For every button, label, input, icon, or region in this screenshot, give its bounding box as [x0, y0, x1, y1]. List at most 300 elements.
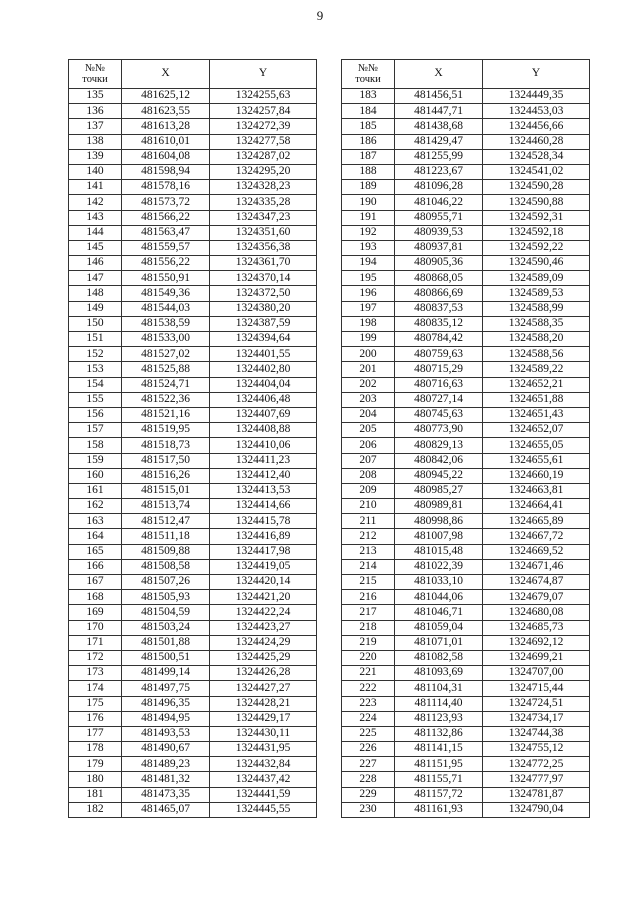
cell-y: 1324674,87 — [483, 575, 590, 590]
cell-x: 481508,58 — [122, 559, 210, 574]
table-row — [342, 575, 590, 590]
table-row — [69, 544, 317, 559]
cell-x: 481490,67 — [122, 742, 210, 757]
cell-point-number: 218 — [342, 620, 395, 635]
cell-x: 481071,01 — [395, 635, 483, 650]
cell-point-number: 201 — [342, 362, 395, 377]
cell-point-number: 170 — [69, 620, 122, 635]
cell-y: 1324589,53 — [483, 286, 590, 301]
cell-y: 1324423,27 — [210, 620, 317, 635]
cell-y: 1324589,22 — [483, 362, 590, 377]
table-row — [69, 119, 317, 134]
table-row — [69, 164, 317, 179]
cell-y: 1324755,12 — [483, 742, 590, 757]
table-row — [342, 666, 590, 681]
cell-y: 1324655,05 — [483, 438, 590, 453]
cell-point-number: 143 — [69, 210, 122, 225]
cell-x: 481503,24 — [122, 620, 210, 635]
cell-point-number: 180 — [69, 772, 122, 787]
cell-point-number: 223 — [342, 696, 395, 711]
table-row — [69, 225, 317, 240]
cell-x: 481161,93 — [395, 802, 483, 817]
cell-point-number: 181 — [69, 787, 122, 802]
cell-y: 1324328,23 — [210, 180, 317, 195]
table-row — [342, 89, 590, 104]
cell-y: 1324790,04 — [483, 802, 590, 817]
table-row — [342, 742, 590, 757]
cell-point-number: 155 — [69, 392, 122, 407]
cell-y: 1324387,59 — [210, 316, 317, 331]
cell-x: 481447,71 — [395, 104, 483, 119]
table-row — [342, 772, 590, 787]
cell-y: 1324590,88 — [483, 195, 590, 210]
cell-x: 481613,28 — [122, 119, 210, 134]
table-row — [342, 347, 590, 362]
cell-y: 1324426,28 — [210, 666, 317, 681]
cell-y: 1324419,05 — [210, 559, 317, 574]
cell-y: 1324406,48 — [210, 392, 317, 407]
cell-point-number: 176 — [69, 711, 122, 726]
table-row — [69, 529, 317, 544]
table-row — [342, 256, 590, 271]
cell-x: 481494,95 — [122, 711, 210, 726]
cell-y: 1324413,53 — [210, 483, 317, 498]
cell-y: 1324407,69 — [210, 407, 317, 422]
cell-x: 480784,42 — [395, 332, 483, 347]
table-row — [342, 483, 590, 498]
table-row — [342, 210, 590, 225]
cell-y: 1324361,70 — [210, 256, 317, 271]
table-row — [342, 711, 590, 726]
table-row — [69, 575, 317, 590]
cell-point-number: 187 — [342, 149, 395, 164]
cell-point-number: 220 — [342, 650, 395, 665]
cell-x: 481544,03 — [122, 301, 210, 316]
cell-x: 480939,53 — [395, 225, 483, 240]
cell-y: 1324425,29 — [210, 650, 317, 665]
cell-x: 481044,06 — [395, 590, 483, 605]
table-row — [69, 104, 317, 119]
cell-y: 1324456,66 — [483, 119, 590, 134]
table-header-row — [69, 60, 317, 89]
table-row — [342, 802, 590, 817]
table-row — [69, 89, 317, 104]
cell-x: 481141,15 — [395, 742, 483, 757]
cell-point-number: 199 — [342, 332, 395, 347]
cell-x: 480837,53 — [395, 301, 483, 316]
cell-x: 481151,95 — [395, 757, 483, 772]
cell-y: 1324421,20 — [210, 590, 317, 605]
cell-y: 1324428,21 — [210, 696, 317, 711]
cell-y: 1324255,63 — [210, 89, 317, 104]
table-row — [342, 286, 590, 301]
cell-x: 481022,39 — [395, 559, 483, 574]
cell-x: 480868,05 — [395, 271, 483, 286]
cell-y: 1324356,38 — [210, 240, 317, 255]
cell-y: 1324401,55 — [210, 347, 317, 362]
cell-x: 481604,08 — [122, 149, 210, 164]
cell-y: 1324592,22 — [483, 240, 590, 255]
cell-x: 480989,81 — [395, 499, 483, 514]
table-row — [69, 180, 317, 195]
table-row — [69, 590, 317, 605]
table-row — [69, 499, 317, 514]
table-row — [342, 195, 590, 210]
cell-y: 1324680,08 — [483, 605, 590, 620]
cell-point-number: 171 — [69, 635, 122, 650]
table-row — [69, 711, 317, 726]
table-row — [342, 180, 590, 195]
table-row — [342, 407, 590, 422]
table-header-row — [342, 60, 590, 89]
cell-y: 1324663,81 — [483, 483, 590, 498]
table-row — [342, 726, 590, 741]
cell-x: 481033,10 — [395, 575, 483, 590]
cell-point-number: 210 — [342, 499, 395, 514]
cell-y: 1324441,59 — [210, 787, 317, 802]
table-row — [69, 301, 317, 316]
cell-point-number: 228 — [342, 772, 395, 787]
table-row — [342, 119, 590, 134]
table-row — [342, 468, 590, 483]
cell-x: 481046,22 — [395, 195, 483, 210]
cell-point-number: 224 — [342, 711, 395, 726]
cell-x: 481623,55 — [122, 104, 210, 119]
table-row — [69, 726, 317, 741]
page-number: 9 — [316, 8, 324, 23]
cell-point-number: 160 — [69, 468, 122, 483]
table-row — [69, 392, 317, 407]
cell-point-number: 174 — [69, 681, 122, 696]
cell-x: 480727,14 — [395, 392, 483, 407]
cell-point-number: 169 — [69, 605, 122, 620]
table-row — [69, 407, 317, 422]
cell-y: 1324427,27 — [210, 681, 317, 696]
cell-x: 480985,27 — [395, 483, 483, 498]
table-row — [69, 742, 317, 757]
cell-point-number: 209 — [342, 483, 395, 498]
cell-x: 481046,71 — [395, 605, 483, 620]
cell-x: 481481,32 — [122, 772, 210, 787]
header-x: X — [395, 60, 483, 89]
cell-x: 481096,28 — [395, 180, 483, 195]
cell-x: 481524,71 — [122, 377, 210, 392]
cell-point-number: 142 — [69, 195, 122, 210]
cell-y: 1324408,88 — [210, 423, 317, 438]
cell-y: 1324592,31 — [483, 210, 590, 225]
cell-y: 1324449,35 — [483, 89, 590, 104]
cell-x: 481497,75 — [122, 681, 210, 696]
table-row — [69, 195, 317, 210]
cell-point-number: 196 — [342, 286, 395, 301]
table-row — [342, 149, 590, 164]
cell-point-number: 173 — [69, 666, 122, 681]
cell-x: 481507,26 — [122, 575, 210, 590]
table-row — [342, 681, 590, 696]
cell-x: 481456,51 — [395, 89, 483, 104]
table-row — [342, 529, 590, 544]
table-row — [69, 620, 317, 635]
header-num-line2: точки — [82, 74, 108, 85]
cell-y: 1324420,14 — [210, 575, 317, 590]
cell-x: 481556,22 — [122, 256, 210, 271]
cell-point-number: 184 — [342, 104, 395, 119]
table-row — [342, 499, 590, 514]
cell-point-number: 163 — [69, 514, 122, 529]
cell-y: 1324699,21 — [483, 650, 590, 665]
cell-y: 1324651,43 — [483, 407, 590, 422]
cell-point-number: 211 — [342, 514, 395, 529]
table-row — [69, 650, 317, 665]
table-row — [69, 635, 317, 650]
cell-x: 481123,93 — [395, 711, 483, 726]
cell-y: 1324402,80 — [210, 362, 317, 377]
cell-y: 1324416,89 — [210, 529, 317, 544]
cell-point-number: 216 — [342, 590, 395, 605]
cell-x: 481223,67 — [395, 164, 483, 179]
header-point-number — [342, 60, 395, 89]
cell-y: 1324664,41 — [483, 499, 590, 514]
cell-x: 481505,93 — [122, 590, 210, 605]
cell-x: 481550,91 — [122, 271, 210, 286]
cell-y: 1324430,11 — [210, 726, 317, 741]
table-row — [342, 544, 590, 559]
cell-x: 481563,47 — [122, 225, 210, 240]
cell-y: 1324410,06 — [210, 438, 317, 453]
cell-x: 481538,59 — [122, 316, 210, 331]
table-row — [69, 559, 317, 574]
cell-x: 481573,72 — [122, 195, 210, 210]
cell-y: 1324707,00 — [483, 666, 590, 681]
cell-y: 1324437,42 — [210, 772, 317, 787]
table-row — [342, 635, 590, 650]
cell-x: 481155,71 — [395, 772, 483, 787]
cell-point-number: 217 — [342, 605, 395, 620]
table-row — [342, 423, 590, 438]
header-x: X — [122, 60, 210, 89]
cell-y: 1324665,89 — [483, 514, 590, 529]
cell-y: 1324351,60 — [210, 225, 317, 240]
table-row — [69, 377, 317, 392]
table-row — [342, 438, 590, 453]
cell-point-number: 197 — [342, 301, 395, 316]
cell-y: 1324772,25 — [483, 757, 590, 772]
cell-x: 481515,01 — [122, 483, 210, 498]
header-num-line1: №№ — [84, 63, 106, 74]
cell-x: 481082,58 — [395, 650, 483, 665]
cell-x: 481525,88 — [122, 362, 210, 377]
cell-point-number: 135 — [69, 89, 122, 104]
cell-x: 481625,12 — [122, 89, 210, 104]
cell-y: 1324429,17 — [210, 711, 317, 726]
cell-point-number: 193 — [342, 240, 395, 255]
cell-point-number: 146 — [69, 256, 122, 271]
cell-point-number: 158 — [69, 438, 122, 453]
table-row — [69, 483, 317, 498]
cell-y: 1324347,23 — [210, 210, 317, 225]
cell-point-number: 151 — [69, 332, 122, 347]
cell-point-number: 138 — [69, 134, 122, 149]
cell-point-number: 225 — [342, 726, 395, 741]
cell-point-number: 140 — [69, 164, 122, 179]
table-row — [69, 453, 317, 468]
cell-point-number: 214 — [342, 559, 395, 574]
cell-point-number: 179 — [69, 757, 122, 772]
cell-x: 481512,47 — [122, 514, 210, 529]
table-row — [69, 271, 317, 286]
cell-y: 1324669,52 — [483, 544, 590, 559]
cell-x: 481438,68 — [395, 119, 483, 134]
header-num-line2: точки — [355, 74, 381, 85]
cell-point-number: 230 — [342, 802, 395, 817]
cell-y: 1324652,21 — [483, 377, 590, 392]
cell-y: 1324277,58 — [210, 134, 317, 149]
cell-y: 1324404,04 — [210, 377, 317, 392]
cell-x: 480905,36 — [395, 256, 483, 271]
cell-y: 1324432,84 — [210, 757, 317, 772]
table-row — [342, 605, 590, 620]
table-row — [69, 316, 317, 331]
cell-y: 1324453,03 — [483, 104, 590, 119]
cell-y: 1324415,78 — [210, 514, 317, 529]
cell-y: 1324445,55 — [210, 802, 317, 817]
cell-point-number: 145 — [69, 240, 122, 255]
cell-point-number: 157 — [69, 423, 122, 438]
cell-y: 1324412,40 — [210, 468, 317, 483]
cell-x: 481473,35 — [122, 787, 210, 802]
cell-x: 481549,36 — [122, 286, 210, 301]
table-row — [69, 438, 317, 453]
cell-point-number: 206 — [342, 438, 395, 453]
cell-x: 481132,86 — [395, 726, 483, 741]
cell-x: 481157,72 — [395, 787, 483, 802]
cell-y: 1324422,24 — [210, 605, 317, 620]
table-row — [342, 362, 590, 377]
cell-x: 480773,90 — [395, 423, 483, 438]
table-row — [342, 301, 590, 316]
table-row — [69, 696, 317, 711]
cell-point-number: 154 — [69, 377, 122, 392]
cell-x: 481518,73 — [122, 438, 210, 453]
table-row — [342, 316, 590, 331]
cell-point-number: 147 — [69, 271, 122, 286]
table-row — [69, 362, 317, 377]
table-row — [342, 225, 590, 240]
cell-y: 1324588,56 — [483, 347, 590, 362]
table-row — [342, 271, 590, 286]
cell-point-number: 188 — [342, 164, 395, 179]
cell-x: 480937,81 — [395, 240, 483, 255]
table-row — [342, 650, 590, 665]
cell-x: 481522,36 — [122, 392, 210, 407]
cell-y: 1324715,44 — [483, 681, 590, 696]
cell-y: 1324781,87 — [483, 787, 590, 802]
cell-x: 481493,53 — [122, 726, 210, 741]
table-row — [342, 332, 590, 347]
cell-y: 1324588,20 — [483, 332, 590, 347]
cell-x: 481509,88 — [122, 544, 210, 559]
cell-point-number: 152 — [69, 347, 122, 362]
cell-y: 1324460,28 — [483, 134, 590, 149]
cell-x: 481465,07 — [122, 802, 210, 817]
cell-x: 481516,26 — [122, 468, 210, 483]
cell-x: 481500,51 — [122, 650, 210, 665]
cell-y: 1324588,99 — [483, 301, 590, 316]
cell-x: 481578,16 — [122, 180, 210, 195]
header-num-line1: №№ — [357, 63, 379, 74]
cell-x: 481521,16 — [122, 407, 210, 422]
cell-y: 1324777,97 — [483, 772, 590, 787]
table-row — [69, 468, 317, 483]
coordinates-table-right — [341, 59, 590, 818]
table-row — [69, 286, 317, 301]
cell-y: 1324667,72 — [483, 529, 590, 544]
cell-point-number: 161 — [69, 483, 122, 498]
cell-y: 1324528,34 — [483, 149, 590, 164]
cell-point-number: 137 — [69, 119, 122, 134]
cell-point-number: 183 — [342, 89, 395, 104]
cell-y: 1324651,88 — [483, 392, 590, 407]
cell-point-number: 136 — [69, 104, 122, 119]
cell-point-number: 164 — [69, 529, 122, 544]
cell-point-number: 222 — [342, 681, 395, 696]
cell-x: 481007,98 — [395, 529, 483, 544]
cell-x: 480866,69 — [395, 286, 483, 301]
header-y: Y — [210, 60, 317, 89]
table-row — [342, 104, 590, 119]
cell-y: 1324372,50 — [210, 286, 317, 301]
cell-point-number: 221 — [342, 666, 395, 681]
table-row — [342, 164, 590, 179]
cell-x: 481104,31 — [395, 681, 483, 696]
cell-x: 480998,86 — [395, 514, 483, 529]
cell-point-number: 175 — [69, 696, 122, 711]
table-row — [342, 134, 590, 149]
cell-y: 1324655,61 — [483, 453, 590, 468]
table-row — [69, 332, 317, 347]
cell-y: 1324592,18 — [483, 225, 590, 240]
cell-y: 1324414,66 — [210, 499, 317, 514]
table-row — [342, 514, 590, 529]
table-row — [342, 559, 590, 574]
cell-point-number: 203 — [342, 392, 395, 407]
cell-point-number: 229 — [342, 787, 395, 802]
cell-point-number: 191 — [342, 210, 395, 225]
table-row — [69, 210, 317, 225]
cell-y: 1324588,35 — [483, 316, 590, 331]
cell-y: 1324671,46 — [483, 559, 590, 574]
cell-point-number: 162 — [69, 499, 122, 514]
cell-x: 481504,59 — [122, 605, 210, 620]
cell-point-number: 194 — [342, 256, 395, 271]
cell-y: 1324541,02 — [483, 164, 590, 179]
cell-point-number: 186 — [342, 134, 395, 149]
cell-y: 1324660,19 — [483, 468, 590, 483]
cell-y: 1324685,73 — [483, 620, 590, 635]
cell-x: 481566,22 — [122, 210, 210, 225]
cell-x: 481255,99 — [395, 149, 483, 164]
cell-point-number: 159 — [69, 453, 122, 468]
table-row — [69, 347, 317, 362]
cell-x: 481015,48 — [395, 544, 483, 559]
table-body — [342, 89, 590, 818]
cell-point-number: 219 — [342, 635, 395, 650]
cell-y: 1324394,64 — [210, 332, 317, 347]
cell-y: 1324590,46 — [483, 256, 590, 271]
cell-point-number: 166 — [69, 559, 122, 574]
cell-y: 1324744,38 — [483, 726, 590, 741]
cell-x: 481114,40 — [395, 696, 483, 711]
